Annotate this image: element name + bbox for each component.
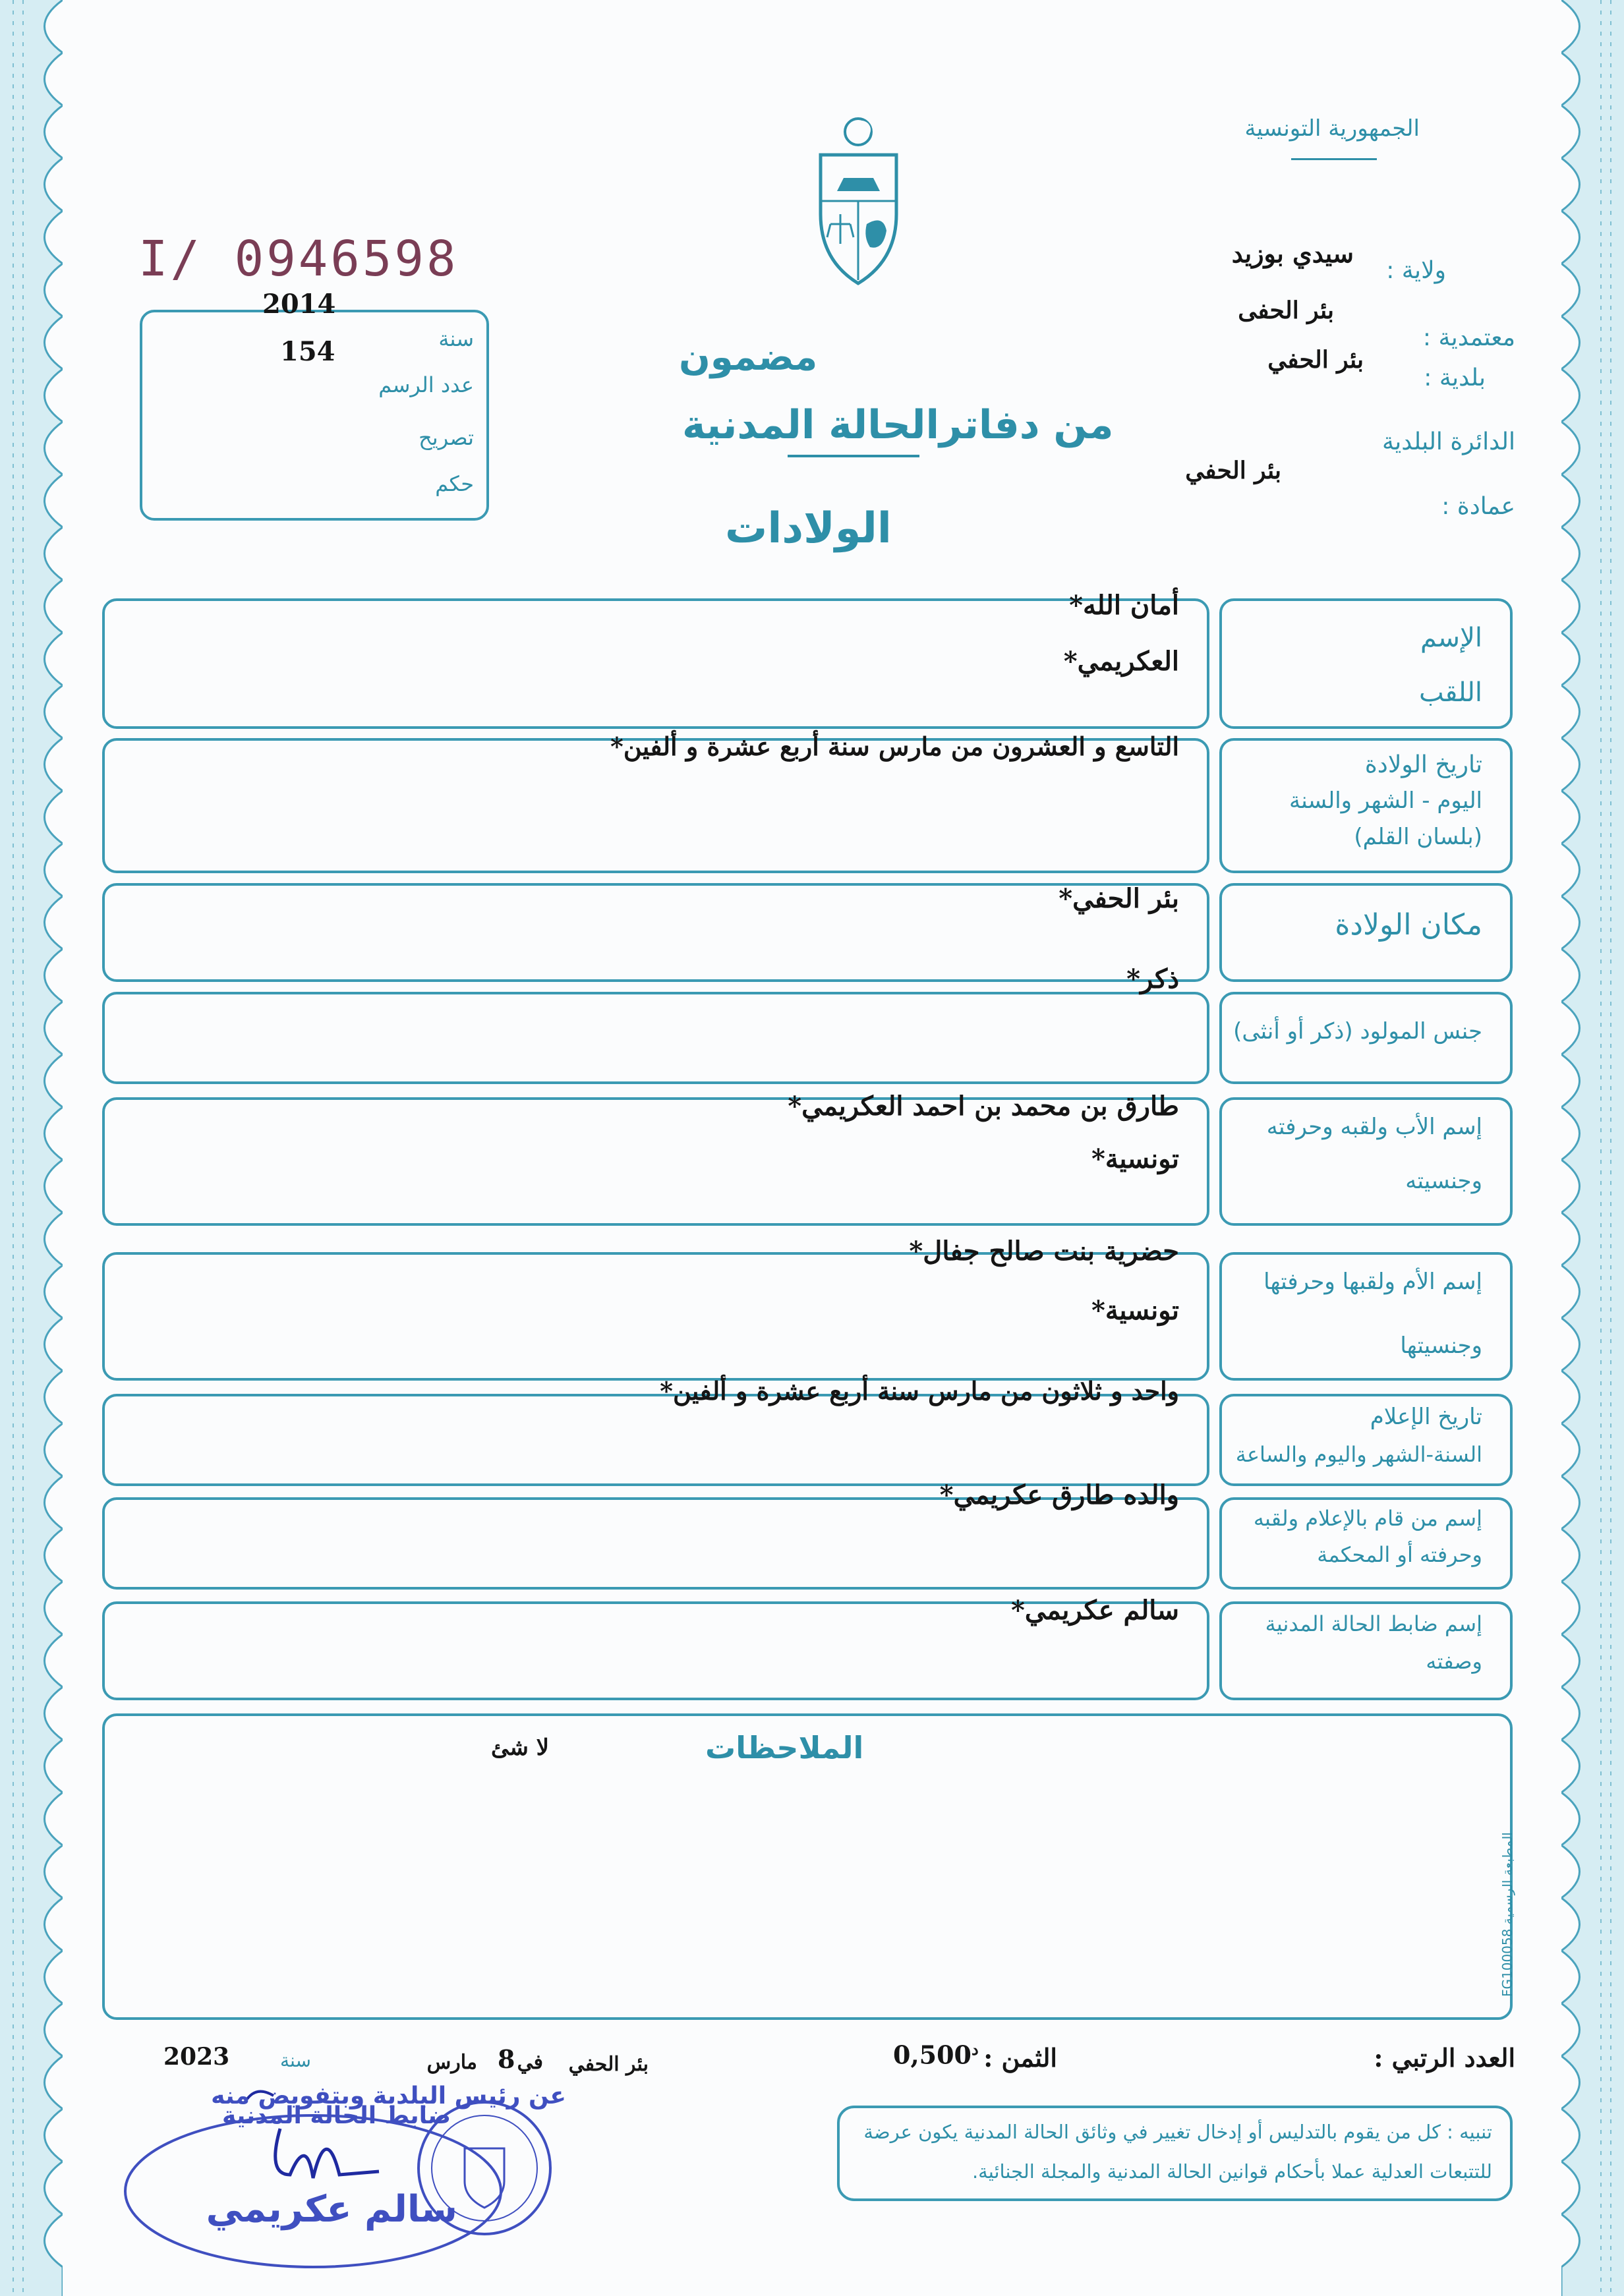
officer-label-2: وصفته — [1426, 1649, 1482, 1674]
footer-year: 2023 — [163, 2043, 230, 2071]
registry-year-label: سنة — [438, 326, 474, 351]
registry-year-value: 2014 — [262, 289, 336, 320]
sex-value-box — [102, 992, 1209, 1084]
birth-place-value-box — [102, 883, 1209, 982]
declaration-date-value: واحد و ثلاثون من مارس سنة أربع عشرة و ألفين* — [660, 1376, 1179, 1406]
declarant-value: والده طارق عكريمي* — [939, 1479, 1179, 1510]
notice-box — [837, 2106, 1513, 2201]
baladia-label: بلدية : — [1424, 364, 1486, 391]
title-line1: مضمون — [679, 336, 818, 379]
father-label-1: إسم الأب ولقبه وحرفته — [1266, 1114, 1482, 1140]
footer-place: بئر الحفي — [568, 2053, 649, 2076]
officer-value: سالم عكريمي* — [1011, 1595, 1179, 1626]
registry-judgment-label: حكم — [435, 471, 474, 496]
stamp-line-1: عن رئيس البلدية وبتفويض منه — [211, 2082, 566, 2109]
declaration-date-value-box — [102, 1394, 1209, 1486]
footer-month: مارس — [426, 2051, 477, 2074]
declarant-label-1: إسم من قام بالإعلام ولقبه — [1253, 1506, 1482, 1531]
declarant-label-2: وحرفته أو المحكمة — [1317, 1542, 1482, 1567]
republic-underline — [1291, 158, 1377, 160]
coat-of-arms-emblem — [814, 115, 903, 287]
birth-place-label: مكان الولادة — [1335, 908, 1482, 942]
republic-title: الجمهورية التونسية — [1244, 115, 1420, 142]
mother-value-box — [102, 1252, 1209, 1381]
footer-day: 8 — [498, 2044, 515, 2074]
mootamadia-value: بئر الحفى — [1238, 297, 1334, 324]
sex-label: جنس المولود (ذكر أو أنثى) — [1233, 1018, 1482, 1045]
birth-date-value: التاسع و العشرون من مارس سنة أربع عشرة و ألفين* — [610, 732, 1179, 761]
father-nationality: تونسية* — [1091, 1143, 1179, 1174]
name-label: الإسم — [1420, 623, 1482, 653]
wilaya-value: سيدي بوزيد — [1231, 239, 1354, 268]
officer-label-1: إسم ضابط الحالة المدنية — [1265, 1611, 1482, 1636]
mother-label-2: وجنسيتها — [1400, 1333, 1482, 1359]
name-label-box — [1219, 598, 1513, 729]
birth-date-label-2: اليوم - الشهر والسنة — [1289, 788, 1482, 814]
stamp-name: سالم عكريمي — [206, 2188, 457, 2231]
footer-year-label: سنة — [280, 2050, 311, 2071]
title-line2: من دفاترالحالة المدنية — [682, 402, 1114, 448]
mootamadia-label: معتمدية : — [1422, 324, 1515, 351]
mother-nationality: تونسية* — [1091, 1295, 1179, 1326]
registry-number-value: 154 — [280, 336, 335, 367]
price-value — [893, 2040, 979, 2070]
father-label-2: وجنسيته — [1405, 1168, 1482, 1194]
birth-date-label-1: تاريخ الولادة — [1364, 751, 1482, 778]
declarant-value-box — [102, 1497, 1209, 1590]
birth-date-label-3: (بلسان القلم) — [1354, 824, 1482, 850]
printer-code: المطبعة الرسمية FG100058 — [1499, 1832, 1515, 1997]
registry-number-label: عدد الرسم — [378, 372, 474, 397]
footer-in-label: في — [517, 2051, 543, 2074]
order-number-label: العدد الرتبي : — [1374, 2043, 1515, 2073]
wilaya-label: ولاية : — [1386, 257, 1446, 284]
sex-value: ذكر* — [1126, 963, 1179, 994]
declaration-date-label-2: السنة-الشهر واليوم والساعة — [1235, 1442, 1482, 1467]
district-label: الدائرة البلدية — [1381, 428, 1515, 455]
district-value: بئر الحفي — [1185, 457, 1281, 484]
price-unit: د — [972, 2040, 979, 2059]
baladia-value: بئر الحفي — [1267, 346, 1364, 374]
guilloche-border-right — [1561, 0, 1624, 2296]
remarks-label: الملاحظات — [705, 1730, 864, 1765]
mother-label-1: إسم الأم ولقبها وحرفتها — [1263, 1269, 1482, 1295]
notice-line-2: للتتبعات العدلية عملا بأحكام قوانين الحالة المدنية والمجلة الجنائية. — [972, 2160, 1492, 2183]
section-title: الولادات — [725, 504, 892, 553]
surname-label: اللقب — [1418, 677, 1482, 708]
price-label: الثمن : — [983, 2043, 1057, 2073]
remarks-value: لا شئ — [491, 1735, 550, 1761]
mother-value: حضرية بنت صالح جفال* — [909, 1236, 1179, 1267]
name-value: أمان الله* — [1069, 590, 1179, 621]
declaration-date-label-1: تاريخ الإعلام — [1370, 1404, 1482, 1430]
name-value-box — [102, 598, 1209, 729]
father-value: طارق بن محمد بن احمد العكريمي* — [788, 1091, 1179, 1122]
price-amount: 0,500 — [893, 2040, 972, 2070]
omada-label: عمادة : — [1441, 493, 1515, 520]
guilloche-border-left — [0, 0, 63, 2296]
notice-line-1: تنبيه : كل من يقوم بالتدليس أو إدخال تغيير في وثائق الحالة المدنية يكون عرضة — [863, 2121, 1492, 2143]
title-underline — [788, 455, 919, 457]
registry-declaration-label: تصريح — [419, 425, 474, 450]
stamp-line-2: ضابط الحالة المدنية — [222, 2102, 451, 2129]
birth-place-value: بئر الحفي* — [1058, 883, 1179, 914]
serial-number: I/ 0946598 — [138, 231, 459, 287]
surname-value: العكريمي* — [1063, 646, 1179, 677]
